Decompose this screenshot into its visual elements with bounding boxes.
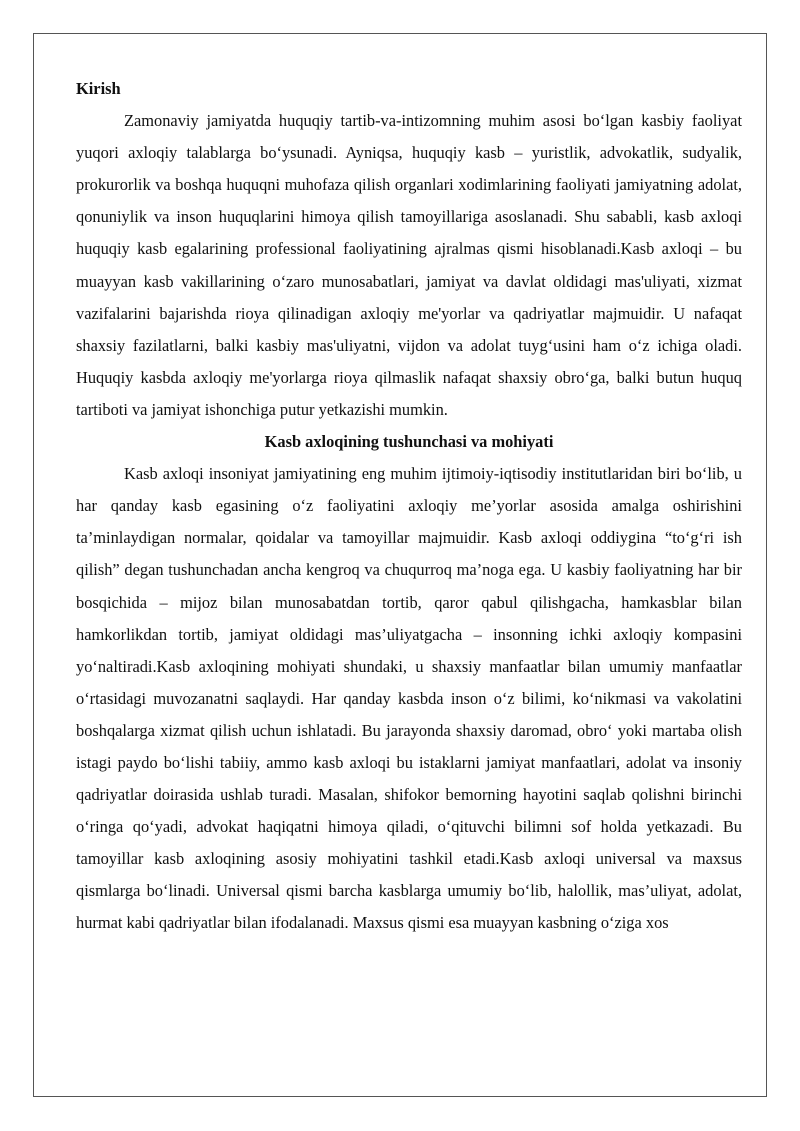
section-heading-concept: Kasb axloqining tushunchasi va mohiyati (264, 432, 554, 452)
paragraph-concept: Kasb axloqi insoniyat jamiyatining eng muhim ijtimoiy-iqtisodiy institutlaridan biri bo‘lib, u har qanday kasb egasining o‘z faoliyatini axloqiy me’yorlar asosida amalga oshirishini ta’minlaydigan normalar, qoidalar va tamoyillar majmuidir. Kasb axloqi oddiygina “to‘g‘ri ish qilish” degan tushunchadan ancha kengroq va chuqurroq ma’noga ega. U kasbiy faoliyatning har bir bosqichida – mijoz bilan munosabatdan tortib, qaror qabul qilishgacha, hamkasblar bilan hamkorlikdan tortib, jamiyat oldidagi mas’uliyatgacha – insonning ichki axloqiy kompasini yo‘naltiradi.Kasb axloqining mohiyati shundaki, u shaxsiy manfaatlar bilan umumiy manfaatlar o‘rtasidagi muvozanatni saqlaydi. Har qanday kasbda inson o‘z bilimi, ko‘nikmasi va vakolatini boshqalarga xizmat qilish uchun ishlatadi. Bu jarayonda shaxsiy daromad, obro‘ yoki martaba olish istagi paydo bo‘lishi tabiiy, ammo kasb axloqi bu istaklarni jamiyat manfaatlari, adolat va insoniy qadriyatlar doirasida ushlab turadi. Masalan, shifokor bemorning hayotini saqlab qolishni birinchi o‘ringa qo‘yadi, advokat haqiqatni himoya qiladi, o‘qituvchi bilimni sof holda yetkazadi. Bu tamoyillar kasb axloqining asosiy mohiyatini tashkil etadi.Kasb axloqi universal va maxsus qismlarga bo‘linadi. Universal qismi barcha kasblarga umumiy bo‘lib, halollik, mas’uliyat, adolat, hurmat kabi qadriyatlar bilan ifodalanadi. Maxsus qismi esa muayyan kasbning o‘ziga xos (76, 464, 742, 933)
document-body (76, 73, 742, 940)
section-heading-introduction: Kirish (76, 79, 121, 98)
paragraph-introduction: Zamonaviy jamiyatda huquqiy tartib-va-intizomning muhim asosi bo‘lgan kasbiy faoliyat yuqori axloqiy talablarga bo‘ysunadi. Ayniqsa, huquqiy kasb – yuristlik, advokatlik, sudyalik, prokurorlik va boshqa huquqni muhofaza qilish organlari xodimlarining faoliyati jamiyatning adolat, qonuniylik va inson huquqlarini himoya qilish tamoyillariga asoslanadi. Shu sababli, kasb axloqi huquqiy kasb egalarining professional faoliyatining ajralmas qismi hisoblanadi.Kasb axloqi – bu muayyan kasb vakillarining o‘zaro munosabatlari, jamiyat va davlat oldidagi mas'uliyati, xizmat vazifalarini bajarishda rioya qilinadigan axloqiy me'yorlar va qadriyatlar majmuidir. U nafaqat shaxsiy fazilatlarni, balki kasbiy mas'uliyatni, vijdon va adolat tuyg‘usini ham o‘z ichiga oladi. Huquqiy kasbda axloqiy me'yorlarga rioya qilmaslik nafaqat shaxsiy obro‘ga, balki butun huquq tartiboti va jamiyat ishonchiga putur yetkazishi mumkin. (76, 111, 742, 419)
